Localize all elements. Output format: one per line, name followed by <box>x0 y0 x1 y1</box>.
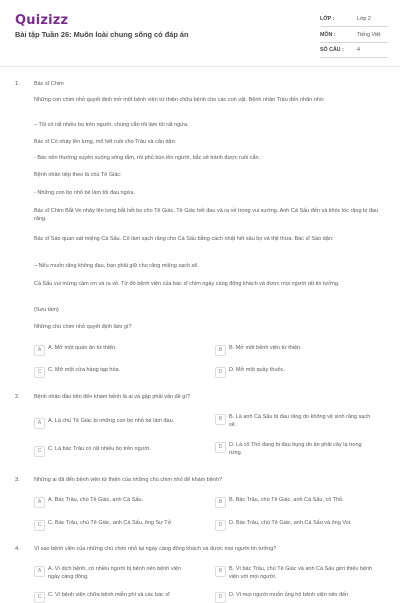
passage-paragraph: - Bác nên thường xuyên xuống sông tắm, rồi phủ bùn lên người, bắc sẽ tránh được ruồi cắn. <box>34 155 261 161</box>
option-text: B. Bác Trâu, chú Tê Giác, anh Cá Sấu, cô Thỏ. <box>229 497 344 503</box>
passage-paragraph: Bác sĩ Chim Bắt Ve nhảy lên lưng bắt hết bọ cho Tê Giác, Tê Giác hết đau và ra về trong vui sướng. Anh Cá Sấu đến và khóc lóc răng bị đau răng. <box>34 208 379 222</box>
option-letter: C <box>34 446 45 457</box>
header-divider <box>0 66 400 67</box>
option-letter: A <box>34 418 45 429</box>
subject-label: MÔN : <box>320 32 336 38</box>
passage-paragraph: Bác sĩ Cò nhảy lên lưng, mổ hết ruồi cho Trâu và căn dặn: <box>34 139 177 145</box>
option-letter: C <box>34 520 45 531</box>
passage-paragraph: Cá Sấu vui mừng cảm ơn và ra về. Từ đó bệnh viện của bác sĩ chim ngày càng đông khách và được mọi người rất tin tưởng. <box>34 281 340 287</box>
option-text: A. Bác Trâu, chú Tê Giác, anh Cá Sấu. <box>48 497 143 503</box>
question-text: Vì sao bệnh viện của những chú chim nhỏ lại ngày càng đông khách và được mọi người tin tưởng? <box>34 546 277 552</box>
subject-value: Tiếng Việt <box>357 32 381 38</box>
passage-paragraph: – Nếu muốn răng không đau, bạn phải giữ cho răng miệng sạch sẽ. <box>34 263 199 269</box>
option-letter: B <box>215 566 226 577</box>
option-letter: D <box>215 442 226 453</box>
passage-paragraph: Bệnh nhân tiếp theo là chú Tê Giác: <box>34 172 122 178</box>
meta-divider <box>320 26 388 27</box>
option-text: A. Vì dịch bệnh, có nhiều người bị bệnh nên bệnh viện ngày càng đông. <box>48 566 181 580</box>
meta-divider <box>320 42 388 43</box>
option-letter: C <box>34 592 45 603</box>
option-letter: C <box>34 367 45 378</box>
worksheet-header <box>0 0 400 62</box>
option-text: C. Là bác Trâu có rất nhiều bọ trên người. <box>48 446 151 452</box>
option-text: C. Vì bệnh viện chữa bệnh miễn phí và các bác sĩ <box>48 592 170 598</box>
question-text: Những chú chim nhỏ quyết định làm gì? <box>34 324 132 330</box>
option-letter: B <box>215 345 226 356</box>
grade-value: Lớp 2 <box>357 16 371 22</box>
option-letter: A <box>34 566 45 577</box>
option-text: C. Mở một cửa hàng tạp hóa. <box>48 367 121 373</box>
option-letter: B <box>215 497 226 508</box>
option-letter: D <box>215 592 226 603</box>
passage-paragraph: Những con chim nhỏ quyết định mở một bệnh viện từ thiện chữa bệnh cho các con vật. Bệnh nhân Trâu đến nhăn nhó: <box>34 97 325 103</box>
option-text: A. Là chú Tê Giác bị những con bọ nhỏ bé làm đau. <box>48 418 175 424</box>
question-number: 3. <box>15 477 20 483</box>
option-letter: A <box>34 497 45 508</box>
question-text: Những ai đã đến bệnh viện từ thiện của những chú chim nhỏ để khám bệnh? <box>34 477 223 483</box>
passage-paragraph: - Những con bọ nhỏ bé làm tôi đau ngứa. <box>34 190 135 196</box>
option-text: B. Là anh Cá Sấu bị đau răng do không vệ sinh răng sạch sẽ. <box>229 414 371 428</box>
passage-title: Bác sĩ Chim <box>34 81 64 87</box>
option-letter: A <box>34 345 45 356</box>
option-text: C. Bác Trâu, chú Tê Giác, anh Cá Sấu, ông Sư Tử <box>48 520 172 526</box>
passage-paragraph: – Tôi có rất nhiều bọ trên người, chúng cắn tôi làm tôi rất ngứa. <box>34 122 189 128</box>
option-text: B. Mở một bệnh viện từ thiện. <box>229 345 302 351</box>
question-number: 2. <box>15 394 20 400</box>
worksheet-title: Bài tập Tuần 26: Muôn loài chung sống có đáp án <box>15 30 189 39</box>
option-text: B. Vì bác Trâu, chú Tê Giác và anh Cá Sấu giới thiệu bệnh viện với mọi người. <box>229 566 373 580</box>
count-value: 4 <box>357 47 360 53</box>
passage-paragraph: Bác sĩ Sáo quan sát miệng Cá Sấu. Cô làm sạch răng cho Cá Sấu bằng cách nhặt hết sâu bọ và thịt thừa. Bác sĩ Sáo dặn: <box>34 236 334 242</box>
option-text: D. Bác Trâu, chú Tê Giác, anh Cá Sấu và ông Voi. <box>229 520 352 526</box>
quizizz-logo[interactable]: Quizizz <box>15 13 69 28</box>
passage-source: (Sưu tầm) <box>34 307 59 313</box>
option-text: A. Mở một quán ăn từ thiện. <box>48 345 117 351</box>
option-letter: B <box>215 414 226 425</box>
option-letter: D <box>215 520 226 531</box>
option-text: D. Là cô Thỏ đang bị đau bụng do ăn phải cây lạ trong rừng. <box>229 442 362 456</box>
count-label: SỐ CÂU : <box>320 47 344 53</box>
question-number: 4. <box>15 546 20 552</box>
grade-label: LỚP : <box>320 16 335 22</box>
option-text: D. Mở một quầy thuốc. <box>229 367 285 373</box>
question-text: Bệnh nhân đầu tiên đến khám bệnh là ai và gặp phải vấn đề gì? <box>34 394 190 400</box>
option-letter: D <box>215 367 226 378</box>
meta-divider <box>320 57 388 58</box>
question-number: 1. <box>15 81 20 87</box>
option-text: D. Vì mọi người muốn ủng hộ bệnh viện nên đến <box>229 592 349 598</box>
